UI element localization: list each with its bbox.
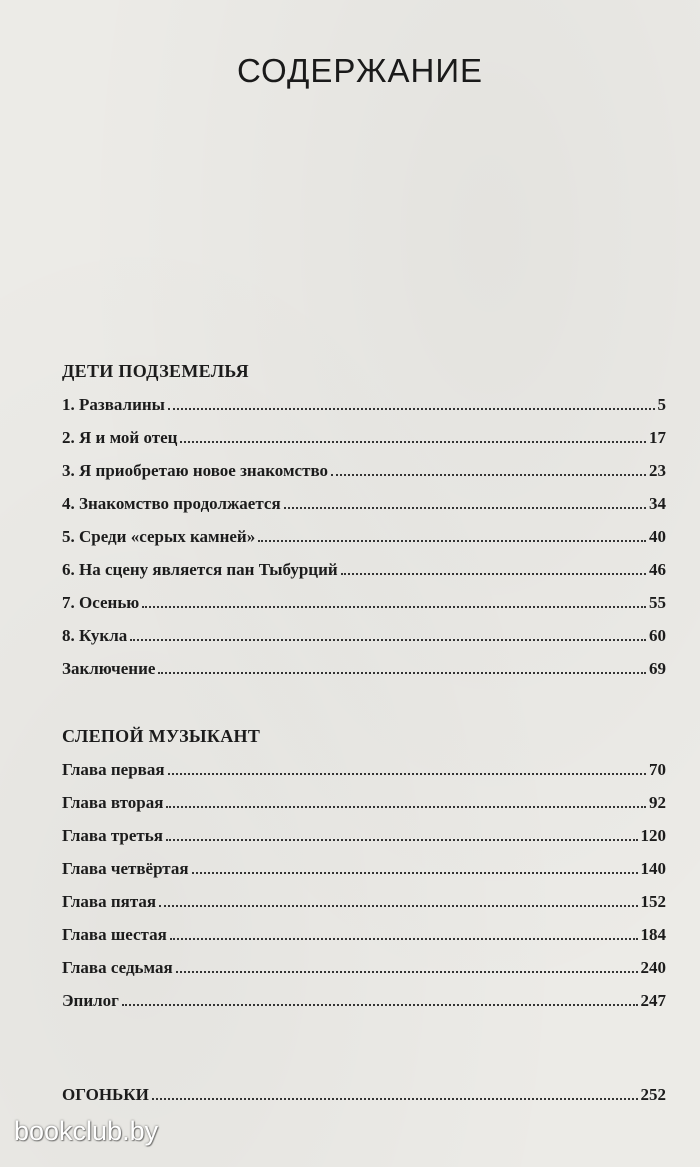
entry-title: Глава четвёртая [62, 859, 189, 878]
toc-entry [62, 786, 666, 819]
entry-title: 5. Среди «серых камней» [62, 527, 256, 546]
section-slepoy-muzykant [62, 721, 666, 1017]
entry-page: 140 [640, 859, 666, 878]
entry-page: 23 [649, 461, 666, 480]
toc-entry [62, 1078, 666, 1111]
leader-dots [170, 938, 638, 940]
entry-page: 34 [649, 494, 666, 513]
toc-entry [62, 951, 666, 984]
entry-page: 184 [640, 925, 666, 944]
toc-entry [62, 553, 666, 586]
leader-dots [168, 408, 655, 410]
toc-entry [62, 918, 666, 951]
entry-title: 2. Я и мой отец [62, 428, 178, 447]
leader-dots [341, 573, 646, 575]
toc-entry [62, 652, 666, 685]
toc-entry [62, 619, 666, 652]
toc-entry [62, 586, 666, 619]
toc-entry [62, 819, 666, 852]
toc-entry [62, 388, 666, 421]
entry-title: 3. Я приобретаю новое знакомство [62, 461, 329, 480]
toc-entry [62, 852, 666, 885]
entry-title: 4. Знакомство продолжается [62, 494, 281, 513]
entry-title: Заключение [62, 659, 156, 678]
entry-page: 17 [649, 428, 666, 447]
entry-title: Глава третья [62, 826, 163, 845]
leader-dots [142, 606, 646, 608]
leader-dots [166, 806, 646, 808]
leader-dots [258, 540, 646, 542]
leader-dots [331, 474, 646, 476]
entry-page: 240 [640, 958, 666, 977]
entry-title: 1. Развалины [62, 395, 165, 414]
entry-title: Глава седьмая [62, 958, 173, 977]
leader-dots [176, 971, 638, 973]
entry-title: Глава пятая [62, 892, 157, 911]
entry-title: 8. Кукла [62, 626, 128, 645]
section-deti-podzemelya [62, 356, 666, 685]
watermark-text: bookclub.by [14, 1116, 159, 1146]
leader-dots [284, 507, 646, 509]
entry-page: 55 [649, 593, 666, 612]
entry-page: 70 [649, 760, 666, 779]
leader-dots [166, 839, 638, 841]
entry-title: Глава шестая [62, 925, 167, 944]
leader-dots [159, 905, 637, 907]
entry-page: 46 [649, 560, 666, 579]
leader-dots [122, 1004, 638, 1006]
toc-entry [62, 885, 666, 918]
toc-entry [62, 487, 666, 520]
section-ogonki [62, 1078, 666, 1111]
entry-page: 152 [640, 892, 666, 911]
entry-page: 5 [657, 395, 666, 414]
leader-dots [168, 773, 646, 775]
entry-page: 60 [649, 626, 666, 645]
leader-dots [180, 441, 646, 443]
entry-page: 69 [649, 659, 666, 678]
entry-page: 40 [649, 527, 666, 546]
toc-entry [62, 421, 666, 454]
entry-title: Глава вторая [62, 793, 164, 812]
section-heading: СЛЕПОЙ МУЗЫКАНТ [62, 726, 261, 746]
toc-entry [62, 520, 666, 553]
entry-title: ОГОНЬКИ [62, 1085, 149, 1104]
leader-dots [152, 1098, 638, 1100]
page-title: СОДЕРЖАНИЕ [236, 52, 484, 89]
entry-title: Эпилог [62, 991, 119, 1010]
entry-title: 7. Осенью [62, 593, 140, 612]
entry-page: 120 [640, 826, 666, 845]
leader-dots [192, 872, 638, 874]
leader-dots [130, 639, 646, 641]
toc-entry [62, 984, 666, 1017]
leader-dots [158, 672, 646, 674]
entry-title: Глава первая [62, 760, 165, 779]
entry-page: 247 [640, 991, 666, 1010]
toc-entry [62, 753, 666, 786]
entry-title: 6. На сцену является пан Тыбурций [62, 560, 338, 579]
entry-page: 92 [649, 793, 666, 812]
entry-page: 252 [640, 1085, 666, 1104]
toc-entry [62, 454, 666, 487]
section-heading: ДЕТИ ПОДЗЕМЕЛЬЯ [62, 361, 249, 381]
